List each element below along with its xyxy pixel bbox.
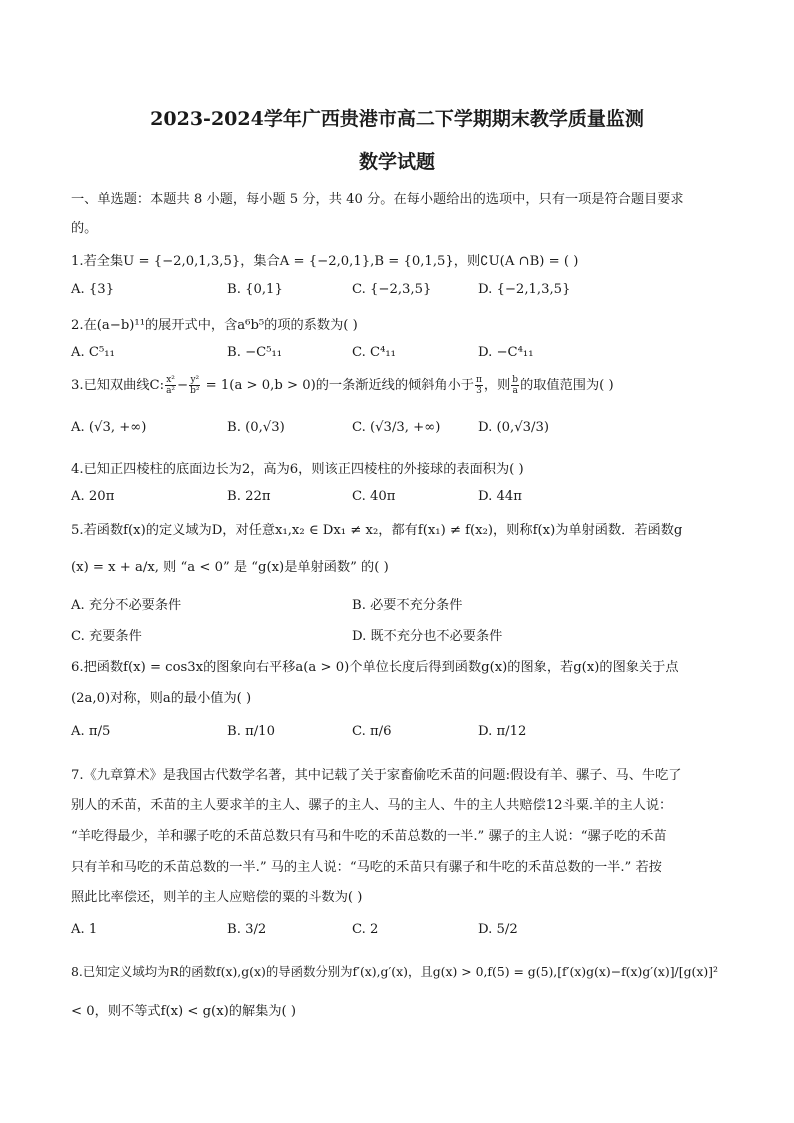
question-6-option-b: B. π/10 (227, 724, 275, 739)
question-8-stem: 8.已知定义域均为R的函数f(x),g(x)的导函数分别为f′(x),g′(x)，且g(x) > 0,f(5) = g(5),[f′(x)g(x)−f(x)g′(x)]/[g(x)]² (71, 964, 718, 979)
question-1-option-d: D. {−2,1,3,5} (478, 282, 571, 297)
question-6-option-d: D. π/12 (478, 724, 527, 739)
question-6-stem: 6.把函数f(x) = cos3x的图象向右平移a(a > 0)个单位长度后得到函数g(x)的图象，若g(x)的图象关于点 (71, 660, 679, 675)
question-5-option-d: D. 既不充分也不必要条件 (352, 629, 503, 644)
question-3-stem: 3.已知双曲线C: $\frac{\text{x²}}{\text{a²}}$ − $\frac{\text{y²}}{\text{b²}}$ = 1(a > 0,b > 0)的一条渐近线的倾斜角小于 $\frac{\pi}{3}$ ，则 $\frac{b}{a}$ 的取值范围为( ) (71, 375, 614, 396)
question-3-option-b: B. (0,√3) (227, 420, 285, 435)
question-5-option-b: B. 必要不充分条件 (352, 598, 463, 613)
question-7-stem: 7.《九章算术》是我国古代数学名著，其中记载了关于家畜偷吃禾苗的问题:假设有羊、骡子、马、牛吃了 (71, 768, 682, 783)
page-subtitle: 数学试题 (358, 151, 435, 173)
question-4-option-d: D. 44π (478, 489, 522, 504)
question-7-stem-cont-2: “羊吃得最少，羊和骡子吃的禾苗总数只有马和牛吃的禾苗总数的一半.” 骡子的主人说：“骡子吃的禾苗 (71, 829, 667, 844)
question-1-option-c: C. {−2,3,5} (352, 282, 432, 297)
question-5-stem: 5.若函数f(x)的定义域为D，对任意x₁,x₂ ∈ Dx₁ ≠ x₂，都有f(x₁) ≠ f(x₂)，则称f(x)为单射函数．若函数g (71, 523, 683, 538)
question-4-stem: 4.已知正四棱柱的底面边长为2，高为6，则该正四棱柱的外接球的表面积为( ) (71, 462, 524, 477)
question-3-option-a: A. (√3, +∞) (71, 420, 147, 435)
question-6-option-c: C. π/6 (352, 724, 392, 739)
question-2-option-d: D. −C⁴₁₁ (478, 345, 534, 360)
question-1-option-b: B. {0,1} (227, 282, 283, 297)
section-heading-cont: 的。 (71, 221, 98, 236)
question-4-option-c: C. 40π (352, 489, 396, 504)
question-1-stem: 1.若全集U = {−2,0,1,3,5}，集合A = {−2,0,1},B = {0,1,5}，则∁U(A ∩B) = ( ) (71, 254, 579, 269)
question-7-option-b: B. 3/2 (227, 922, 267, 937)
question-4-option-a: A. 20π (71, 489, 115, 504)
question-7-option-c: C. 2 (352, 922, 379, 937)
question-5-option-a: A. 充分不必要条件 (71, 598, 182, 613)
question-7-option-d: D. 5/2 (478, 922, 518, 937)
question-7-stem-cont-1: 别人的禾苗，禾苗的主人要求羊的主人、骡子的主人、马的主人、牛的主人共赔偿12斗粟.羊的主人说： (71, 798, 673, 813)
question-3-option-d: D. (0,√3/3) (478, 420, 549, 435)
question-6-stem-cont: (2a,0)对称，则a的最小值为( ) (71, 691, 252, 706)
section-heading: 一、单选题：本题共 8 小题，每小题 5 分，共 40 分。在每小题给出的选项中，只有一项是符合题目要求 (71, 192, 684, 207)
question-4-option-b: B. 22π (227, 489, 271, 504)
question-2-option-a: A. C⁵₁₁ (71, 345, 115, 360)
question-2-stem: 2.在(a−b)¹¹的展开式中，含a⁶b⁵的项的系数为( ) (71, 318, 358, 333)
page-title: 2023-2024学年广西贵港市高二下学期期末教学质量监测 (150, 108, 644, 130)
question-6-option-a: A. π/5 (71, 724, 111, 739)
question-2-option-c: C. C⁴₁₁ (352, 345, 396, 360)
question-5-stem-cont: (x) = x + a/x, 则 “a < 0” 是 “g(x)是单射函数” 的( ) (71, 560, 389, 575)
question-1-option-a: A. {3} (71, 282, 115, 297)
question-8-stem-cont: < 0，则不等式f(x) < g(x)的解集为( ) (71, 1004, 297, 1019)
question-2-option-b: B. −C⁵₁₁ (227, 345, 283, 360)
question-7-stem-cont-4: 照此比率偿还，则羊的主人应赔偿的粟的斗数为( ) (71, 890, 363, 905)
question-5-option-c: C. 充要条件 (71, 629, 142, 644)
question-3-option-c: C. (√3/3, +∞) (352, 420, 441, 435)
question-7-option-a: A. 1 (71, 922, 98, 937)
question-7-stem-cont-3: 只有羊和马吃的禾苗总数的一半.” 马的主人说：“马吃的禾苗只有骡子和牛吃的禾苗总数的一半.” 若按 (71, 860, 662, 875)
